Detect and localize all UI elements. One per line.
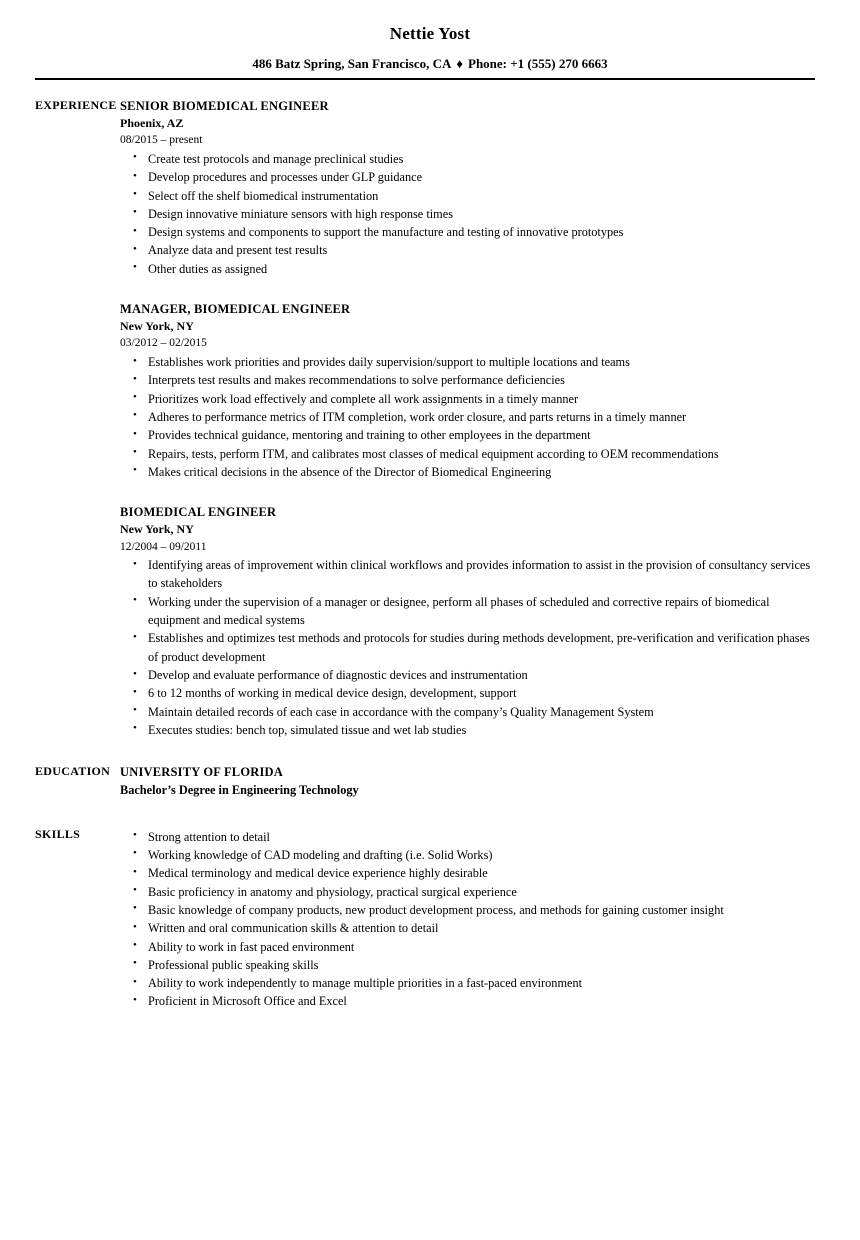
job-dates: 12/2004 – 09/2011 xyxy=(120,540,207,553)
section-label-skills: SKILLS xyxy=(35,826,81,841)
job-entry xyxy=(120,98,815,278)
list-item: • Written and oral communication skills & attention to detail xyxy=(120,919,815,937)
list-item: • Select off the shelf biomedical instrumentation xyxy=(120,187,815,205)
section-label-experience: EXPERIENCE xyxy=(35,97,117,112)
education-degree: Bachelor’s Degree in Engineering Technology xyxy=(120,782,359,797)
job-title: SENIOR BIOMEDICAL ENGINEER xyxy=(120,98,329,113)
list-item: • Maintain detailed records of each case in accordance with the company’s Quality Management System xyxy=(120,703,815,721)
list-item: • Proficient in Microsoft Office and Excel xyxy=(120,992,815,1010)
job-dates: 08/2015 – present xyxy=(120,134,203,147)
education-section xyxy=(0,764,860,799)
job-location: Phoenix, AZ xyxy=(120,115,184,130)
job-bullet-list xyxy=(120,556,815,739)
list-item: • Executes studies: bench top, simulated tissue and wet lab studies xyxy=(120,721,815,739)
skills-bullet-list xyxy=(120,828,815,1011)
list-item: • Design innovative miniature sensors with high response times xyxy=(120,205,815,223)
list-item: • Medical terminology and medical device experience highly desirable xyxy=(120,864,815,882)
list-item: • Establishes and optimizes test methods and protocols for studies during methods development, pre-verification and verification phases of product development xyxy=(120,629,815,666)
list-item: • Ability to work independently to manage multiple priorities in a fast-paced environment xyxy=(120,974,815,992)
education-entry xyxy=(120,764,815,799)
experience-body xyxy=(120,98,860,739)
experience-section xyxy=(0,98,860,739)
section-label-education: EDUCATION xyxy=(35,764,111,779)
skills-section xyxy=(0,827,860,1011)
list-item: • Interprets test results and makes recommendations to solve performance deficiencies xyxy=(120,371,815,389)
spacer xyxy=(0,800,860,827)
job-bullet-list xyxy=(120,353,815,481)
list-item: • Ability to work in fast paced environment xyxy=(120,938,815,956)
contact-line xyxy=(0,56,860,72)
list-item: • Repairs, tests, perform ITM, and calibrates most classes of medical equipment according to OEM recommendations xyxy=(120,445,815,463)
spacer xyxy=(0,739,860,764)
job-title: BIOMEDICAL ENGINEER xyxy=(120,505,277,520)
list-item: • Establishes work priorities and provides daily supervision/support to multiple locations and teams xyxy=(120,353,815,371)
list-item: • Basic proficiency in anatomy and physiology, practical surgical experience xyxy=(120,883,815,901)
job-location: New York, NY xyxy=(120,522,194,537)
list-item: • Adheres to performance metrics of ITM completion, work order closure, and parts returns in a timely manner xyxy=(120,408,815,426)
diamond-separator-icon: ♦ xyxy=(456,56,464,72)
skills-body xyxy=(120,827,860,1011)
education-school: UNIVERSITY OF FLORIDA xyxy=(120,765,284,780)
job-dates: 03/2012 – 02/2015 xyxy=(120,337,207,350)
candidate-name: Nettie Yost xyxy=(389,24,471,43)
list-item: • Provides technical guidance, mentoring and training to other employees in the department xyxy=(120,426,815,444)
list-item: • Professional public speaking skills xyxy=(120,956,815,974)
list-item: • Develop and evaluate performance of diagnostic devices and instrumentation xyxy=(120,666,815,684)
job-title: MANAGER, BIOMEDICAL ENGINEER xyxy=(120,302,351,317)
education-body xyxy=(120,764,860,799)
list-item: • Analyze data and present test results xyxy=(120,241,815,259)
contact-address: 486 Batz Spring, San Francisco, CA xyxy=(252,56,452,72)
list-item: • Strong attention to detail xyxy=(120,828,815,846)
list-item: • Other duties as assigned xyxy=(120,260,815,278)
contact-phone: Phone: +1 (555) 270 6663 xyxy=(468,56,608,72)
list-item: • Working under the supervision of a manager or designee, perform all phases of scheduled and corrective repairs of biomedical equipment and medical systems xyxy=(120,593,815,630)
list-item: • Prioritizes work load effectively and complete all work assignments in a timely manner xyxy=(120,390,815,408)
spacer xyxy=(120,481,815,504)
list-item: • Create test protocols and manage preclinical studies xyxy=(120,150,815,168)
list-item: • Makes critical decisions in the absence of the Director of Biomedical Engineering xyxy=(120,463,815,481)
resume-header xyxy=(0,0,860,80)
list-item: • Working knowledge of CAD modeling and drafting (i.e. Solid Works) xyxy=(120,846,815,864)
job-entry xyxy=(120,301,815,481)
job-entry xyxy=(120,504,815,739)
list-item: • Design systems and components to support the manufacture and testing of innovative prototypes xyxy=(120,223,815,241)
list-item: • Develop procedures and processes under GLP guidance xyxy=(120,168,815,186)
job-location: New York, NY xyxy=(120,318,194,333)
list-item: • Basic knowledge of company products, new product development process, and methods for gaining customer insight xyxy=(120,901,815,919)
list-item: • Identifying areas of improvement within clinical workflows and provides information to assist in the provision of consultancy services to stakeholders xyxy=(120,556,815,593)
spacer xyxy=(120,278,815,301)
list-item: • 6 to 12 months of working in medical device design, development, support xyxy=(120,684,815,702)
job-bullet-list xyxy=(120,150,815,278)
header-divider xyxy=(35,78,815,80)
